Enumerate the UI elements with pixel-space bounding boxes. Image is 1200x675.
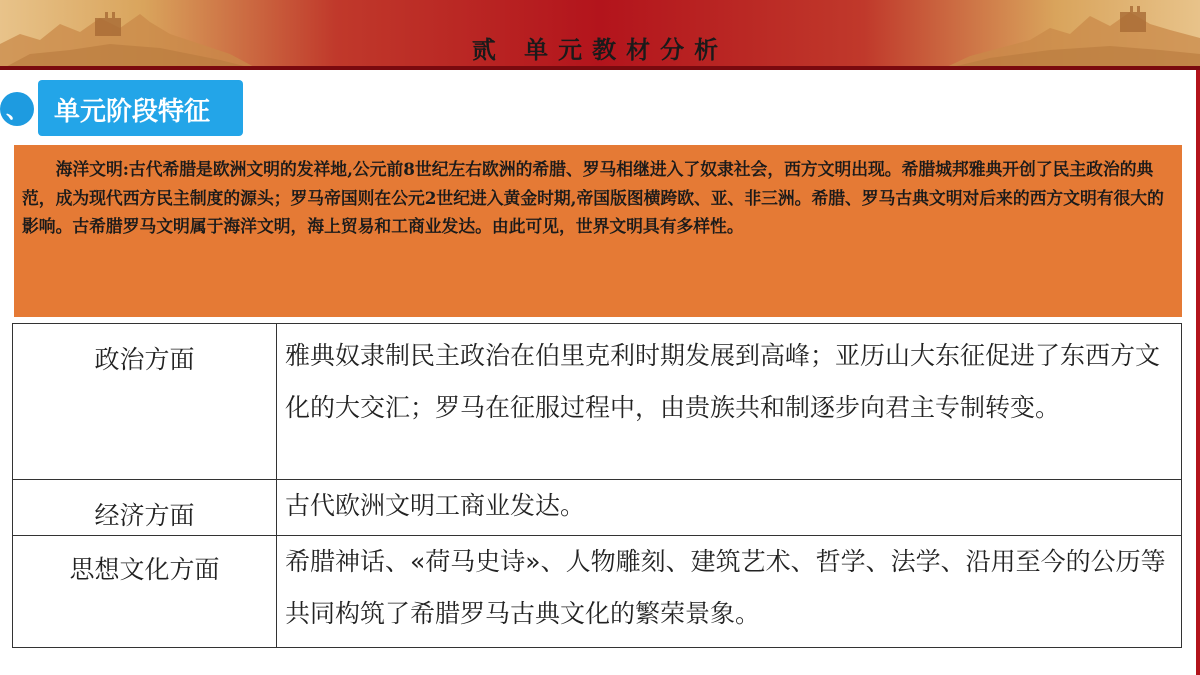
row-content: 雅典奴隶制民主政治在伯里克利时期发展到高峰；亚历山大东征促进了东西方文化的大交汇；罗马在征服过程中，由贵族共和制逐步向君主专制转变。 (277, 324, 1182, 480)
section-mark: 、 (6, 99, 29, 124)
table-row (13, 324, 1182, 480)
section-heading (38, 80, 243, 136)
right-edge-strip (1196, 70, 1200, 675)
row-heading: 思想文化方面 (13, 536, 277, 648)
table-row (13, 480, 1182, 536)
analysis-table (12, 323, 1182, 648)
summary-text: 海洋文明:古代希腊是欧洲文明的发祥地,公元前8世纪左右欧洲的希腊、罗马相继进入了奴隶社会，西方文明出现。希腊城邦雅典开创了民主政治的典范，成为现代西方民主制度的源头；罗马帝国则在公元2世纪进入黄金时期,帝国版图横跨欧、亚、非三洲。希腊、罗马古典文明对后来的西方文明有很大的影响。古希腊罗马文明属于海洋文明，海上贸易和工商业发达。由此可见，世界文明具有多样性。 (22, 159, 1164, 236)
header-banner (0, 0, 1200, 70)
summary-box (14, 145, 1182, 317)
row-content: 希腊神话、«荷马史诗»、人物雕刻、建筑艺术、哲学、法学、沿用至今的公历等共同构筑了希腊罗马古典文化的繁荣景象。 (277, 536, 1182, 648)
table-row (13, 536, 1182, 648)
section-bullet-icon (0, 92, 34, 126)
row-heading: 经济方面 (13, 480, 277, 536)
page-title: 贰 单元教材分析 (471, 35, 729, 64)
section-heading-label: 单元阶段特征 (54, 97, 211, 127)
row-content: 古代欧洲文明工商业发达。 (277, 480, 1182, 536)
banner-divider (0, 66, 1200, 70)
row-heading: 政治方面 (13, 324, 277, 480)
